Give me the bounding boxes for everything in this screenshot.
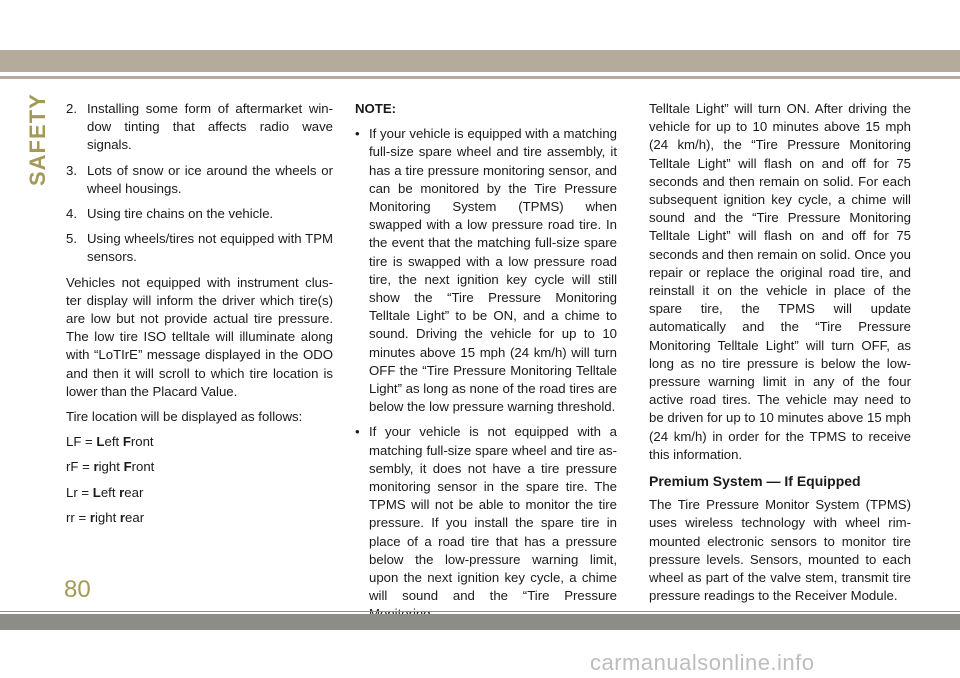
list-item <box>66 230 333 266</box>
bullet-mark: • <box>355 126 360 142</box>
section-tab: SAFETY <box>25 93 50 187</box>
list-text: Lots of snow or ice around the wheels or wheel housings. <box>87 162 333 196</box>
watermark: carmanualsonline.info <box>590 650 815 675</box>
list-number: 3. <box>66 162 77 178</box>
list-number: 5. <box>66 231 77 247</box>
header-rule <box>0 76 960 79</box>
paragraph: Tire location will be displayed as follows: <box>66 409 303 425</box>
list-item <box>66 100 333 155</box>
tire-location-rf: rF = right Front <box>66 459 155 475</box>
list-number: 2. <box>66 101 77 116</box>
note-heading: NOTE: <box>355 101 397 116</box>
section-heading: Premium System — If Equipped <box>649 473 861 490</box>
list-text: Installing some form of aftermarket win- dow tinting that affects radio wave signals. <box>87 101 333 153</box>
column-3 <box>649 100 911 612</box>
bullet-item <box>355 125 617 416</box>
bullet-text: If your vehicle is not equipped with a matching full-size spare wheel and tire as- sembly, it does not have a tire pressure monitoring sensor in the spare tire. The TPMS will not be able to monitor the tire pressure. If you install the spare tire in place of a road tire that has a pressure below the low-pressure warning limit, upon the next ignition key cycle, a chime will sound and the “Tire Pressure <box>369 424 617 604</box>
paragraph: Telltale Light” will turn ON. After driving the vehicle for up to 10 minutes above 15 mph (24 km/h), the “Tire Pressure Monitoring Telltale Light” will flash on and off for 75 seconds and then remain on solid. For each subsequent ignition key cycle, a chime will sound and the “Tire Pressure Monitoring Telltale Light” will flash on and off for 75 seconds and then remain on solid. Once you repair or replace the original road tire, and reinstall it on the vehicle in place of the spare tire, the TPMS will update automatically and the “Tire Pressure Monitoring Telltale Light” will turn OFF, as long as no tire pressure is below the low-pressure warning limit in any of the four active road tires. The vehicle may need to be driven for up to 10 minutes above 15 mph (24 km/h) in order for the TPMS to receive this information. <box>649 101 911 462</box>
list-number: 4. <box>66 206 77 222</box>
list-item <box>66 162 333 198</box>
header-band <box>0 50 960 72</box>
list-item <box>66 205 333 223</box>
paragraph: The Tire Pressure Monitor System (TPMS) uses wireless technology with wheel rim- mounted electronic sensors to monitor tire pressure levels. Sensors, mounted to each wheel as part of the valve stem, transmit tire pressure readings to the Receiver Module. <box>649 497 911 604</box>
column-1 <box>66 100 333 534</box>
paragraph: Vehicles not equipped with instrument clus- ter display will inform the driver which tire(s) are low but not provide actual tire pressure. The low tire ISO telltale will illuminate along with “LoTIrE” message displayed in the ODO and then it will scroll to which tire location is lower than the Placard Value. <box>66 274 333 399</box>
footer-rule <box>0 611 960 612</box>
page-number: 80 <box>64 576 91 603</box>
column-2 <box>355 100 617 631</box>
tire-location-rr: rr = right rear <box>66 509 145 525</box>
list-text: Using wheels/tires not equipped with TPM sensors. <box>87 231 333 265</box>
bullet-item <box>355 423 617 623</box>
bullet-mark: • <box>355 424 360 440</box>
tire-location-lf: LF = Left Front <box>66 434 154 450</box>
list-text: Using tire chains on the vehicle. <box>87 206 274 222</box>
tire-location-lr: Lr = Left rear <box>66 484 144 500</box>
footer-band <box>0 614 960 630</box>
bullet-text: If your vehicle is equipped with a matching full-size spare wheel and tire assembly, it has a tire pressure monitoring sensor, and can be monitored by the Tire Pressure Monitoring System (TPMS) when swapped with a low pressure road tire. In the event that the matching full-size spare tire is swapped with a low pressure road tire, the next ignition key cycle will still show the “Tire Pressure Monitoring Telltale Light” to be ON, and a chime to sound. Driving the vehicle for up to 10 minutes above 15 mph (24 km/h) will turn OFF the “Tire Pressure Monitoring Telltale Light” as long as none of the road tires are below the low pressure warning threshold. <box>369 126 617 415</box>
